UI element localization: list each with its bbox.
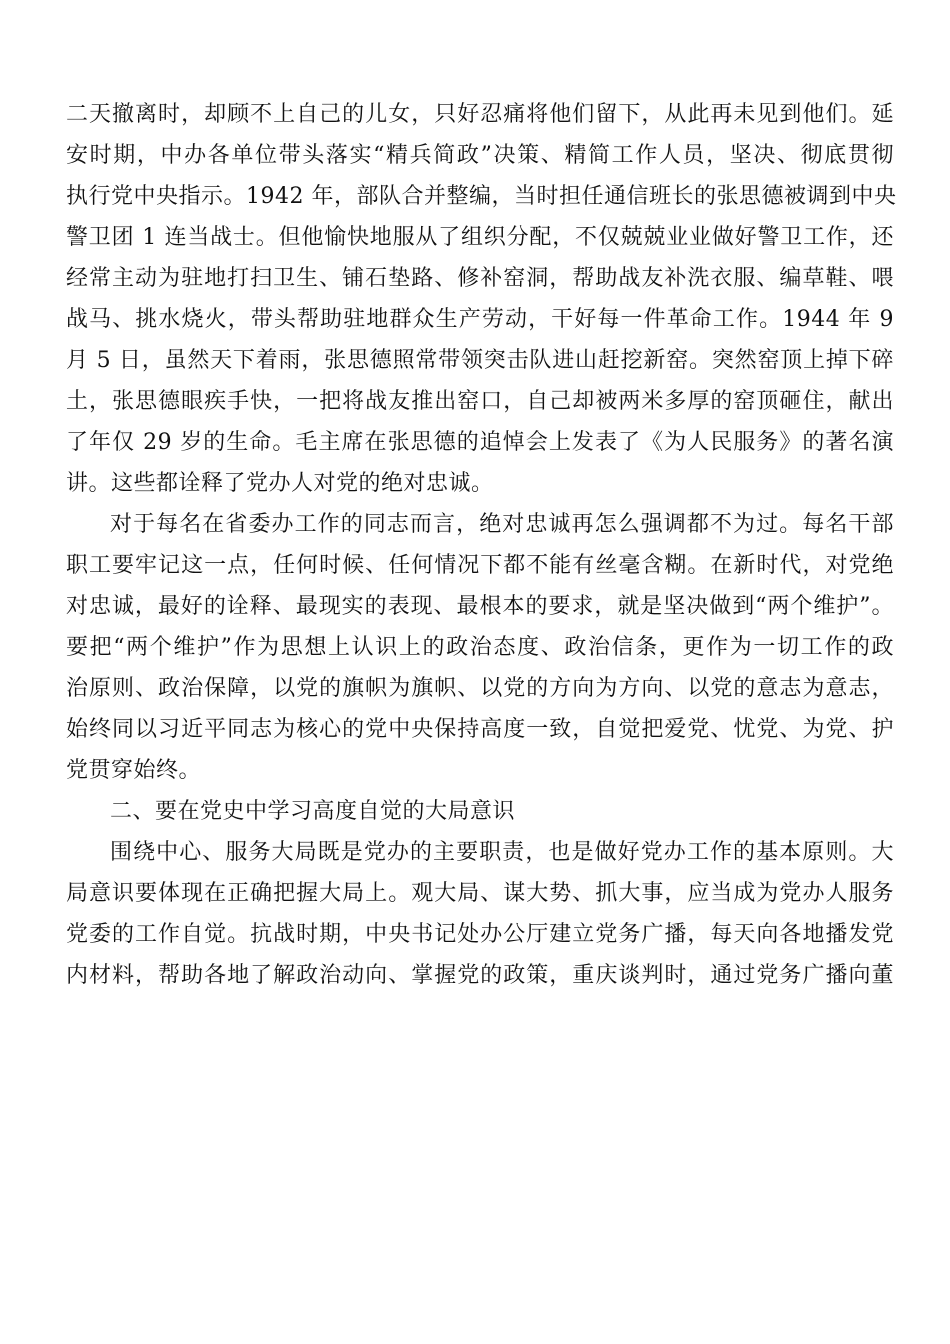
paragraph-line: 内材料，帮助各地了解政治动向、掌握党的政策，重庆谈判时，通过党务广播向董 (66, 963, 894, 988)
paragraph-line: 了年仅 29 岁的生命。毛主席在张思德的追悼会上发表了《为人民服务》的著名演 (66, 430, 894, 455)
paragraph-line: 二天撤离时，却顾不上自己的儿女，只好忍痛将他们留下，从此再未见到他们。延 (66, 102, 894, 127)
paragraph-line: 要把“两个维护”作为思想上认识上的政治态度、政治信条，更作为一切工作的政 (66, 635, 894, 660)
paragraph-line: 始终同以习近平同志为核心的党中央保持高度一致，自觉把爱党、忧党、为党、护 (66, 717, 894, 742)
paragraph-line: 党委的工作自觉。抗战时期，中央书记处办公厅建立党务广播，每天向各地播发党 (66, 922, 894, 947)
paragraph-line: 对于每名在省委办工作的同志而言，绝对忠诚再怎么强调都不为过。每名干部 (110, 512, 894, 537)
paragraph-line: 执行党中央指示。1942 年，部队合并整编，当时担任通信班长的张思德被调到中央 (66, 184, 897, 209)
paragraph-line: 对忠诚，最好的诠释、最现实的表现、最根本的要求，就是坚决做到“两个维护”。 (66, 594, 894, 619)
paragraph-line: 围绕中心、服务大局既是党办的主要职责，也是做好党办工作的基本原则。大 (110, 840, 894, 865)
paragraph-line: 经常主动为驻地打扫卫生、铺石垫路、修补窑洞，帮助战友补洗衣服、编草鞋、喂 (66, 266, 894, 291)
paragraph-line: 党贯穿始终。 (66, 758, 202, 783)
paragraph-line: 讲。这些都诠释了党办人对党的绝对忠诚。 (66, 471, 494, 496)
paragraph-line: 警卫团 1 连当战士。但他愉快地服从了组织分配，不仅兢兢业业做好警卫工作，还 (66, 225, 894, 250)
paragraph-1 (66, 94, 897, 504)
paragraph-2 (66, 504, 894, 791)
body-text (66, 94, 897, 996)
paragraph-line: 战马、挑水烧火，带头帮助驻地群众生产劳动，干好每一件革命工作。1944 年 9 (66, 307, 894, 332)
paragraph-line: 局意识要体现在正确把握大局上。观大局、谋大势、抓大事，应当成为党办人服务 (66, 881, 894, 906)
paragraph-line: 职工要牢记这一点，任何时候、任何情况下都不能有丝毫含糊。在新时代，对党绝 (66, 553, 894, 578)
paragraph-line: 安时期，中办各单位带头落实“精兵简政”决策、精简工作人员，坚决、彻底贯彻 (66, 143, 894, 168)
paragraph-line: 治原则、政治保障，以党的旗帜为旗帜、以党的方向为方向、以党的意志为意志， (66, 676, 894, 701)
paragraph-line: 土，张思德眼疾手快，一把将战友推出窑口，自己却被两米多厚的窑顶砸住，献出 (66, 389, 894, 414)
paragraph-line: 月 5 日，虽然天下着雨，张思德照常带领突击队进山赶挖新窑。突然窑顶上掉下碎 (66, 348, 894, 373)
section-heading: 二、要在党史中学习高度自觉的大局意识 (110, 799, 516, 824)
paragraph-3 (66, 832, 894, 996)
